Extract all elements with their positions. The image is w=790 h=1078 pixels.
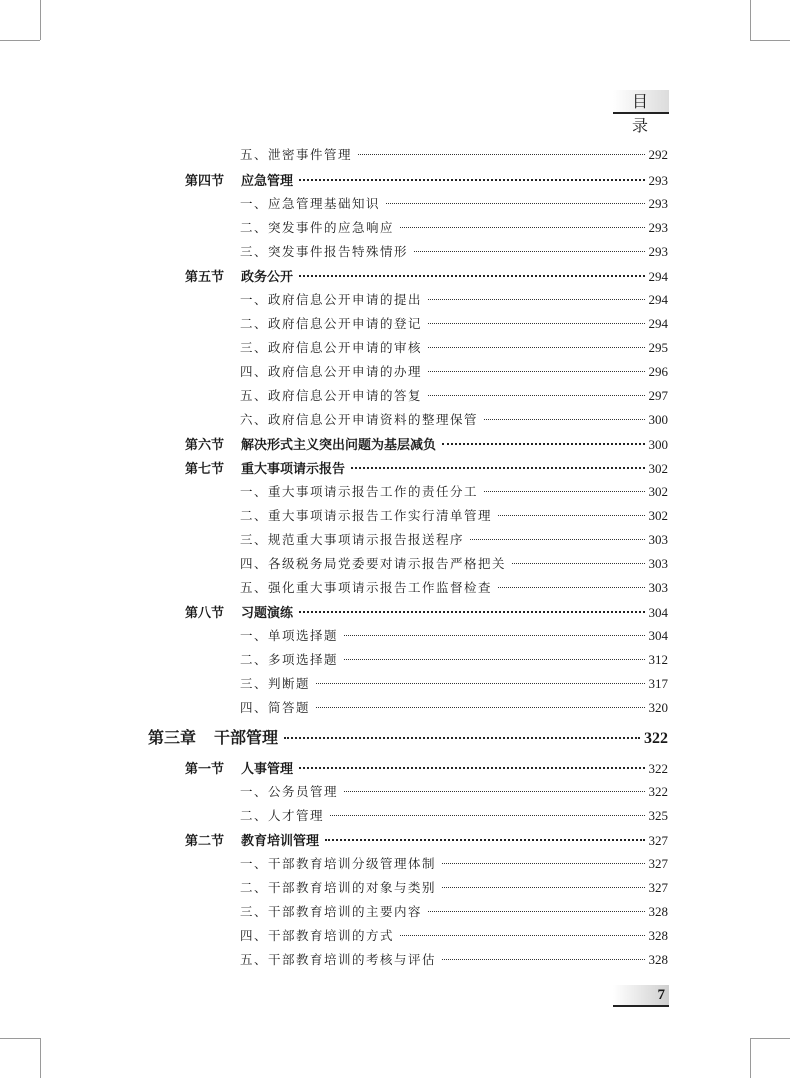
toc-title: 五、干部教育培训的考核与评估 — [240, 952, 437, 967]
toc-title: 四、政府信息公开申请的办理 — [240, 364, 423, 379]
toc-item — [240, 290, 668, 308]
dot-leader — [428, 299, 644, 300]
toc-section — [185, 434, 668, 453]
toc-title: 重大事项请示报告 — [241, 462, 346, 477]
toc-page-number: 317 — [648, 676, 668, 691]
toc-title: 三、判断题 — [240, 676, 311, 691]
toc-item — [240, 506, 668, 524]
toc-page-number: 302 — [648, 461, 668, 476]
toc-title: 干部管理 — [214, 728, 279, 747]
toc-title: 一、公务员管理 — [240, 784, 339, 799]
dot-leader — [400, 935, 644, 936]
toc-label: 第五节 — [185, 270, 225, 285]
toc-item — [240, 950, 668, 968]
dot-leader — [299, 179, 644, 181]
toc-title: 四、简答题 — [240, 700, 311, 715]
toc-page-number: 325 — [648, 808, 668, 823]
toc-page-number: 312 — [648, 652, 668, 667]
toc-item — [240, 578, 668, 596]
toc-title: 二、重大事项请示报告工作实行清单管理 — [240, 508, 493, 523]
toc-page-number: 304 — [648, 605, 668, 620]
toc-label: 第一节 — [185, 762, 225, 777]
toc-page-number: 327 — [648, 833, 668, 848]
dot-leader — [512, 563, 644, 564]
toc-page-number: 303 — [648, 556, 668, 571]
dot-leader — [498, 587, 644, 588]
toc-page-number: 294 — [648, 292, 668, 307]
toc-page-number: 304 — [648, 628, 668, 643]
toc-page-number: 322 — [648, 761, 668, 776]
toc-item — [240, 410, 668, 428]
toc-page-number: 296 — [648, 364, 668, 379]
toc-title: 三、规范重大事项请示报告报送程序 — [240, 532, 465, 547]
toc-page-number: 292 — [648, 147, 668, 162]
toc-item — [240, 902, 668, 920]
toc-item — [240, 854, 668, 872]
toc-page-number: 293 — [648, 220, 668, 235]
toc-title: 三、干部教育培训的主要内容 — [240, 904, 423, 919]
toc-item — [240, 145, 668, 163]
crop-mark-bottom-right-v — [750, 1038, 751, 1078]
toc-title: 五、政府信息公开申请的答复 — [240, 388, 423, 403]
toc-label: 第四节 — [185, 174, 225, 189]
toc-title: 五、泄密事件管理 — [240, 147, 353, 162]
toc-title: 解决形式主义突出问题为基层减负 — [241, 438, 437, 453]
dot-leader — [299, 767, 644, 769]
toc-item — [240, 314, 668, 332]
toc-label: 第八节 — [185, 606, 225, 621]
dot-leader — [316, 683, 644, 684]
dot-leader — [316, 707, 644, 708]
toc-title: 四、各级税务局党委要对请示报告严格把关 — [240, 556, 507, 571]
toc-item — [240, 362, 668, 380]
toc-section — [185, 170, 668, 189]
toc-page-number: 302 — [648, 508, 668, 523]
page-number: 7 — [613, 985, 669, 1007]
dot-leader — [344, 635, 644, 636]
toc-label: 第六节 — [185, 438, 225, 453]
dot-leader — [330, 815, 644, 816]
toc-item — [240, 386, 668, 404]
dot-leader — [284, 737, 640, 739]
dot-leader — [484, 491, 644, 492]
crop-mark-bottom-left-v — [40, 1038, 41, 1078]
dot-leader — [351, 467, 644, 469]
toc-title: 三、突发事件报告特殊情形 — [240, 244, 409, 259]
toc-item — [240, 338, 668, 356]
toc-item — [240, 626, 668, 644]
dot-leader — [386, 203, 644, 204]
toc-section — [185, 458, 668, 477]
crop-mark-top-right-h — [750, 40, 790, 41]
toc-title: 一、重大事项请示报告工作的责任分工 — [240, 484, 479, 499]
toc-title: 二、干部教育培训的对象与类别 — [240, 880, 437, 895]
dot-leader — [442, 959, 644, 960]
toc-item — [240, 482, 668, 500]
toc-item — [240, 926, 668, 944]
toc-page-number: 295 — [648, 340, 668, 355]
dot-leader — [428, 911, 644, 912]
dot-leader — [344, 791, 644, 792]
toc-page-number: 294 — [648, 269, 668, 284]
toc-title: 政务公开 — [241, 270, 294, 285]
dot-leader — [299, 611, 644, 613]
toc-title: 一、应急管理基础知识 — [240, 196, 381, 211]
dot-leader — [344, 659, 644, 660]
dot-leader — [442, 443, 644, 445]
dot-leader — [299, 275, 644, 277]
toc-title: 二、政府信息公开申请的登记 — [240, 316, 423, 331]
toc-item — [240, 218, 668, 236]
toc-item — [240, 650, 668, 668]
toc-page-number: 303 — [648, 580, 668, 595]
dot-leader — [428, 395, 644, 396]
toc-label: 第三章 — [148, 728, 197, 747]
toc-title: 习题演练 — [241, 606, 294, 621]
running-header: 目 录 — [613, 90, 669, 114]
toc-page-number: 300 — [648, 412, 668, 427]
toc-section — [185, 602, 668, 621]
toc-title: 一、干部教育培训分级管理体制 — [240, 856, 437, 871]
toc-page-number: 328 — [648, 952, 668, 967]
toc-page-number: 327 — [648, 880, 668, 895]
toc-item — [240, 782, 668, 800]
toc-item — [240, 674, 668, 692]
dot-leader — [442, 887, 644, 888]
toc-section — [185, 830, 668, 849]
toc-title: 应急管理 — [241, 174, 294, 189]
toc-title: 五、强化重大事项请示报告工作监督检查 — [240, 580, 493, 595]
toc-title: 三、政府信息公开申请的审核 — [240, 340, 423, 355]
toc-item — [240, 698, 668, 716]
crop-mark-top-left-h — [0, 40, 40, 41]
dot-leader — [325, 839, 644, 841]
toc-title: 二、多项选择题 — [240, 652, 339, 667]
toc-item — [240, 242, 668, 260]
toc-page-number: 327 — [648, 856, 668, 871]
toc-item — [240, 530, 668, 548]
dot-leader — [414, 251, 644, 252]
toc-page-number: 302 — [648, 484, 668, 499]
toc-page-number: 294 — [648, 316, 668, 331]
toc-label: 第二节 — [185, 834, 225, 849]
toc-section — [185, 758, 668, 777]
toc-page-number: 322 — [648, 784, 668, 799]
toc-item — [240, 554, 668, 572]
toc-page-number: 300 — [648, 437, 668, 452]
crop-mark-bottom-right-h — [750, 1038, 790, 1039]
toc-title: 二、突发事件的应急响应 — [240, 220, 395, 235]
toc-title: 六、政府信息公开申请资料的整理保管 — [240, 412, 479, 427]
dot-leader — [470, 539, 644, 540]
toc-title: 一、单项选择题 — [240, 628, 339, 643]
toc-page-number: 322 — [644, 730, 668, 747]
toc-title: 人事管理 — [241, 762, 294, 777]
toc-page-number: 328 — [648, 904, 668, 919]
dot-leader — [400, 227, 644, 228]
toc-item — [240, 806, 668, 824]
toc-section — [185, 266, 668, 285]
toc-page-number: 293 — [648, 244, 668, 259]
dot-leader — [428, 323, 644, 324]
toc-item — [240, 194, 668, 212]
toc-item — [240, 878, 668, 896]
toc-title: 一、政府信息公开申请的提出 — [240, 292, 423, 307]
toc-page-number: 303 — [648, 532, 668, 547]
dot-leader — [358, 154, 644, 155]
dot-leader — [428, 371, 644, 372]
crop-mark-top-left-v — [40, 0, 41, 40]
toc-page-number: 297 — [648, 388, 668, 403]
crop-mark-top-right-v — [750, 0, 751, 40]
dot-leader — [428, 347, 644, 348]
dot-leader — [498, 515, 644, 516]
toc-page-number: 293 — [648, 173, 668, 188]
toc-title: 教育培训管理 — [241, 834, 320, 849]
toc-page-number: 293 — [648, 196, 668, 211]
toc-title: 四、干部教育培训的方式 — [240, 928, 395, 943]
toc-chapter — [148, 725, 668, 748]
toc-title: 二、人才管理 — [240, 808, 325, 823]
toc-label: 第七节 — [185, 462, 225, 477]
toc-page-number: 320 — [648, 700, 668, 715]
toc-page-number: 328 — [648, 928, 668, 943]
dot-leader — [484, 419, 644, 420]
dot-leader — [442, 863, 644, 864]
crop-mark-bottom-left-h — [0, 1038, 40, 1039]
